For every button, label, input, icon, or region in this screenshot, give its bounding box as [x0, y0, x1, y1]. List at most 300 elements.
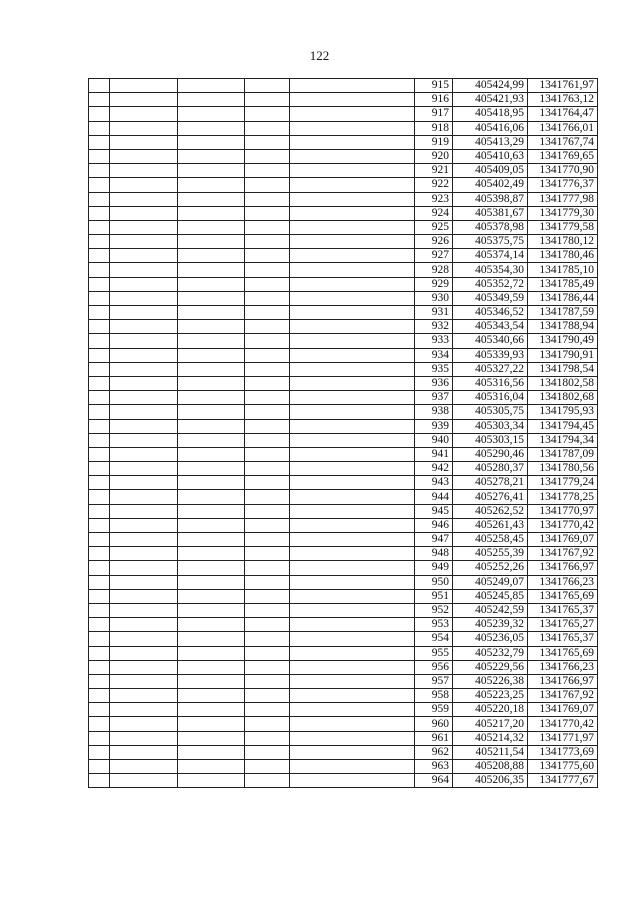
empty-cell [290, 391, 415, 405]
point-number-cell: 951 [415, 589, 453, 603]
empty-cell [290, 547, 415, 561]
empty-cell [89, 547, 110, 561]
point-number-cell: 935 [415, 362, 453, 376]
x-coordinate-cell: 405214,32 [453, 731, 528, 745]
empty-cell [110, 235, 178, 249]
empty-cell [89, 561, 110, 575]
empty-cell [110, 121, 178, 135]
empty-cell [110, 717, 178, 731]
table-row [89, 79, 598, 93]
empty-cell [290, 306, 415, 320]
empty-cell [290, 575, 415, 589]
empty-cell [110, 689, 178, 703]
x-coordinate-cell: 405249,07 [453, 575, 528, 589]
empty-cell [110, 405, 178, 419]
empty-cell [110, 660, 178, 674]
empty-cell [110, 476, 178, 490]
empty-cell [178, 447, 245, 461]
empty-cell [245, 320, 290, 334]
empty-cell [110, 490, 178, 504]
empty-cell [290, 731, 415, 745]
table-row [89, 249, 598, 263]
empty-cell [178, 178, 245, 192]
empty-cell [245, 306, 290, 320]
empty-cell [178, 107, 245, 121]
point-number-cell: 918 [415, 121, 453, 135]
empty-cell [110, 745, 178, 759]
empty-cell [245, 79, 290, 93]
y-coordinate-cell: 1341770,42 [528, 717, 598, 731]
empty-cell [178, 674, 245, 688]
empty-cell [245, 518, 290, 532]
empty-cell [89, 504, 110, 518]
empty-cell [245, 277, 290, 291]
empty-cell [110, 79, 178, 93]
x-coordinate-cell: 405280,37 [453, 462, 528, 476]
empty-cell [178, 462, 245, 476]
x-coordinate-cell: 405340,66 [453, 334, 528, 348]
empty-cell [110, 731, 178, 745]
point-number-cell: 936 [415, 376, 453, 390]
empty-cell [110, 291, 178, 305]
empty-cell [245, 646, 290, 660]
point-number-cell: 931 [415, 306, 453, 320]
empty-cell [178, 490, 245, 504]
x-coordinate-cell: 405316,56 [453, 376, 528, 390]
empty-cell [290, 518, 415, 532]
empty-cell [110, 320, 178, 334]
point-number-cell: 939 [415, 419, 453, 433]
point-number-cell: 962 [415, 745, 453, 759]
empty-cell [110, 135, 178, 149]
empty-cell [290, 93, 415, 107]
x-coordinate-cell: 405208,88 [453, 760, 528, 774]
table-row [89, 334, 598, 348]
empty-cell [245, 263, 290, 277]
table-row [89, 774, 598, 788]
y-coordinate-cell: 1341769,07 [528, 703, 598, 717]
empty-cell [178, 575, 245, 589]
point-number-cell: 934 [415, 348, 453, 362]
table-row [89, 490, 598, 504]
empty-cell [290, 419, 415, 433]
x-coordinate-cell: 405416,06 [453, 121, 528, 135]
x-coordinate-cell: 405262,52 [453, 504, 528, 518]
empty-cell [89, 348, 110, 362]
empty-cell [245, 419, 290, 433]
x-coordinate-cell: 405354,30 [453, 263, 528, 277]
empty-cell [245, 589, 290, 603]
empty-cell [178, 561, 245, 575]
table-row [89, 745, 598, 759]
x-coordinate-cell: 405236,05 [453, 632, 528, 646]
empty-cell [178, 277, 245, 291]
point-number-cell: 949 [415, 561, 453, 575]
empty-cell [110, 774, 178, 788]
x-coordinate-cell: 405339,93 [453, 348, 528, 362]
empty-cell [290, 433, 415, 447]
y-coordinate-cell: 1341766,23 [528, 660, 598, 674]
empty-cell [290, 235, 415, 249]
y-coordinate-cell: 1341771,97 [528, 731, 598, 745]
point-number-cell: 921 [415, 164, 453, 178]
empty-cell [290, 618, 415, 632]
empty-cell [290, 703, 415, 717]
table-row [89, 320, 598, 334]
empty-cell [110, 178, 178, 192]
empty-cell [290, 291, 415, 305]
empty-cell [290, 135, 415, 149]
empty-cell [245, 206, 290, 220]
empty-cell [178, 376, 245, 390]
x-coordinate-cell: 405261,43 [453, 518, 528, 532]
empty-cell [89, 263, 110, 277]
empty-cell [89, 660, 110, 674]
table-row [89, 220, 598, 234]
empty-cell [178, 476, 245, 490]
x-coordinate-cell: 405343,54 [453, 320, 528, 334]
empty-cell [245, 164, 290, 178]
point-number-cell: 925 [415, 220, 453, 234]
table-row [89, 717, 598, 731]
table-row [89, 589, 598, 603]
empty-cell [290, 320, 415, 334]
y-coordinate-cell: 1341765,37 [528, 603, 598, 617]
empty-cell [89, 490, 110, 504]
empty-cell [89, 206, 110, 220]
empty-cell [178, 93, 245, 107]
point-number-cell: 964 [415, 774, 453, 788]
empty-cell [245, 235, 290, 249]
table-row [89, 348, 598, 362]
empty-cell [245, 689, 290, 703]
y-coordinate-cell: 1341795,93 [528, 405, 598, 419]
empty-cell [110, 419, 178, 433]
empty-cell [245, 490, 290, 504]
empty-cell [245, 93, 290, 107]
x-coordinate-cell: 405258,45 [453, 533, 528, 547]
y-coordinate-cell: 1341787,59 [528, 306, 598, 320]
empty-cell [290, 192, 415, 206]
empty-cell [110, 192, 178, 206]
empty-cell [245, 107, 290, 121]
empty-cell [89, 533, 110, 547]
empty-cell [290, 745, 415, 759]
y-coordinate-cell: 1341765,69 [528, 646, 598, 660]
point-number-cell: 928 [415, 263, 453, 277]
table-row [89, 689, 598, 703]
y-coordinate-cell: 1341790,91 [528, 348, 598, 362]
empty-cell [178, 121, 245, 135]
empty-cell [290, 178, 415, 192]
empty-cell [110, 618, 178, 632]
y-coordinate-cell: 1341794,34 [528, 433, 598, 447]
empty-cell [290, 660, 415, 674]
empty-cell [290, 447, 415, 461]
point-number-cell: 960 [415, 717, 453, 731]
empty-cell [110, 703, 178, 717]
empty-cell [290, 462, 415, 476]
empty-cell [89, 107, 110, 121]
point-number-cell: 958 [415, 689, 453, 703]
empty-cell [290, 603, 415, 617]
x-coordinate-cell: 405211,54 [453, 745, 528, 759]
empty-cell [245, 618, 290, 632]
table-row [89, 603, 598, 617]
point-number-cell: 919 [415, 135, 453, 149]
point-number-cell: 926 [415, 235, 453, 249]
y-coordinate-cell: 1341780,56 [528, 462, 598, 476]
empty-cell [110, 447, 178, 461]
empty-cell [110, 376, 178, 390]
empty-cell [245, 121, 290, 135]
empty-cell [89, 632, 110, 646]
empty-cell [245, 703, 290, 717]
y-coordinate-cell: 1341779,58 [528, 220, 598, 234]
table-row [89, 419, 598, 433]
table-row [89, 632, 598, 646]
x-coordinate-cell: 405226,38 [453, 674, 528, 688]
table-row [89, 760, 598, 774]
empty-cell [245, 149, 290, 163]
empty-cell [290, 533, 415, 547]
table-row [89, 660, 598, 674]
empty-cell [110, 164, 178, 178]
empty-cell [89, 419, 110, 433]
empty-cell [290, 334, 415, 348]
table-row [89, 674, 598, 688]
y-coordinate-cell: 1341765,27 [528, 618, 598, 632]
empty-cell [290, 164, 415, 178]
empty-cell [89, 518, 110, 532]
x-coordinate-cell: 405220,18 [453, 703, 528, 717]
empty-cell [290, 277, 415, 291]
y-coordinate-cell: 1341786,44 [528, 291, 598, 305]
empty-cell [178, 745, 245, 759]
empty-cell [245, 745, 290, 759]
y-coordinate-cell: 1341770,97 [528, 504, 598, 518]
table-row [89, 575, 598, 589]
empty-cell [178, 703, 245, 717]
empty-cell [110, 575, 178, 589]
empty-cell [89, 121, 110, 135]
x-coordinate-cell: 405316,04 [453, 391, 528, 405]
empty-cell [245, 433, 290, 447]
x-coordinate-cell: 405349,59 [453, 291, 528, 305]
table-row [89, 646, 598, 660]
empty-cell [290, 249, 415, 263]
empty-cell [89, 717, 110, 731]
empty-cell [89, 235, 110, 249]
empty-cell [110, 362, 178, 376]
y-coordinate-cell: 1341763,12 [528, 93, 598, 107]
empty-cell [245, 462, 290, 476]
empty-cell [89, 362, 110, 376]
empty-cell [290, 79, 415, 93]
empty-cell [89, 291, 110, 305]
empty-cell [178, 348, 245, 362]
point-number-cell: 946 [415, 518, 453, 532]
point-number-cell: 922 [415, 178, 453, 192]
table-row [89, 149, 598, 163]
y-coordinate-cell: 1341779,30 [528, 206, 598, 220]
table-row [89, 533, 598, 547]
empty-cell [89, 320, 110, 334]
x-coordinate-cell: 405206,35 [453, 774, 528, 788]
point-number-cell: 938 [415, 405, 453, 419]
table-row [89, 618, 598, 632]
y-coordinate-cell: 1341776,37 [528, 178, 598, 192]
y-coordinate-cell: 1341785,49 [528, 277, 598, 291]
x-coordinate-cell: 405352,72 [453, 277, 528, 291]
empty-cell [89, 405, 110, 419]
y-coordinate-cell: 1341766,97 [528, 674, 598, 688]
x-coordinate-cell: 405421,93 [453, 93, 528, 107]
x-coordinate-cell: 405276,41 [453, 490, 528, 504]
point-number-cell: 959 [415, 703, 453, 717]
x-coordinate-cell: 405303,34 [453, 419, 528, 433]
empty-cell [89, 731, 110, 745]
empty-cell [290, 405, 415, 419]
empty-cell [110, 504, 178, 518]
empty-cell [290, 376, 415, 390]
y-coordinate-cell: 1341775,60 [528, 760, 598, 774]
point-number-cell: 963 [415, 760, 453, 774]
empty-cell [89, 462, 110, 476]
empty-cell [89, 178, 110, 192]
coordinates-table [88, 78, 598, 788]
empty-cell [89, 334, 110, 348]
empty-cell [245, 674, 290, 688]
table-row [89, 476, 598, 490]
empty-cell [290, 107, 415, 121]
x-coordinate-cell: 405217,20 [453, 717, 528, 731]
empty-cell [89, 306, 110, 320]
point-number-cell: 932 [415, 320, 453, 334]
y-coordinate-cell: 1341767,74 [528, 135, 598, 149]
point-number-cell: 942 [415, 462, 453, 476]
empty-cell [89, 745, 110, 759]
empty-cell [245, 348, 290, 362]
coordinates-table-body [89, 79, 598, 788]
empty-cell [178, 306, 245, 320]
empty-cell [110, 646, 178, 660]
point-number-cell: 952 [415, 603, 453, 617]
x-coordinate-cell: 405303,15 [453, 433, 528, 447]
empty-cell [110, 561, 178, 575]
table-row [89, 107, 598, 121]
empty-cell [178, 646, 245, 660]
table-row [89, 433, 598, 447]
y-coordinate-cell: 1341770,42 [528, 518, 598, 532]
empty-cell [89, 575, 110, 589]
empty-cell [110, 348, 178, 362]
empty-cell [290, 490, 415, 504]
page-number: 122 [309, 48, 330, 63]
point-number-cell: 948 [415, 547, 453, 561]
empty-cell [110, 674, 178, 688]
empty-cell [245, 731, 290, 745]
table-row [89, 93, 598, 107]
empty-cell [89, 277, 110, 291]
empty-cell [290, 717, 415, 731]
empty-cell [245, 178, 290, 192]
empty-cell [245, 603, 290, 617]
empty-cell [178, 589, 245, 603]
empty-cell [89, 192, 110, 206]
x-coordinate-cell: 405327,22 [453, 362, 528, 376]
empty-cell [245, 192, 290, 206]
empty-cell [245, 717, 290, 731]
empty-cell [245, 504, 290, 518]
point-number-cell: 916 [415, 93, 453, 107]
point-number-cell: 923 [415, 192, 453, 206]
empty-cell [110, 263, 178, 277]
point-number-cell: 956 [415, 660, 453, 674]
empty-cell [89, 93, 110, 107]
empty-cell [110, 760, 178, 774]
table-row [89, 235, 598, 249]
x-coordinate-cell: 405418,95 [453, 107, 528, 121]
x-coordinate-cell: 405223,25 [453, 689, 528, 703]
empty-cell [178, 717, 245, 731]
x-coordinate-cell: 405410,63 [453, 149, 528, 163]
table-row [89, 731, 598, 745]
x-coordinate-cell: 405245,85 [453, 589, 528, 603]
y-coordinate-cell: 1341764,47 [528, 107, 598, 121]
empty-cell [89, 646, 110, 660]
point-number-cell: 954 [415, 632, 453, 646]
empty-cell [89, 220, 110, 234]
empty-cell [245, 135, 290, 149]
y-coordinate-cell: 1341777,98 [528, 192, 598, 206]
empty-cell [245, 447, 290, 461]
y-coordinate-cell: 1341802,58 [528, 376, 598, 390]
table-row [89, 135, 598, 149]
point-number-cell: 950 [415, 575, 453, 589]
table-row [89, 263, 598, 277]
table-row [89, 462, 598, 476]
x-coordinate-cell: 405398,87 [453, 192, 528, 206]
y-coordinate-cell: 1341773,69 [528, 745, 598, 759]
empty-cell [245, 561, 290, 575]
empty-cell [178, 79, 245, 93]
point-number-cell: 930 [415, 291, 453, 305]
empty-cell [245, 660, 290, 674]
empty-cell [178, 291, 245, 305]
x-coordinate-cell: 405252,26 [453, 561, 528, 575]
empty-cell [89, 618, 110, 632]
empty-cell [110, 93, 178, 107]
x-coordinate-cell: 405409,05 [453, 164, 528, 178]
empty-cell [89, 589, 110, 603]
y-coordinate-cell: 1341778,25 [528, 490, 598, 504]
y-coordinate-cell: 1341780,12 [528, 235, 598, 249]
empty-cell [110, 603, 178, 617]
table-row [89, 703, 598, 717]
x-coordinate-cell: 405232,79 [453, 646, 528, 660]
empty-cell [89, 376, 110, 390]
table-row [89, 164, 598, 178]
empty-cell [110, 249, 178, 263]
point-number-cell: 920 [415, 149, 453, 163]
y-coordinate-cell: 1341765,37 [528, 632, 598, 646]
table-row [89, 277, 598, 291]
empty-cell [245, 476, 290, 490]
x-coordinate-cell: 405375,75 [453, 235, 528, 249]
y-coordinate-cell: 1341777,67 [528, 774, 598, 788]
table-row [89, 206, 598, 220]
